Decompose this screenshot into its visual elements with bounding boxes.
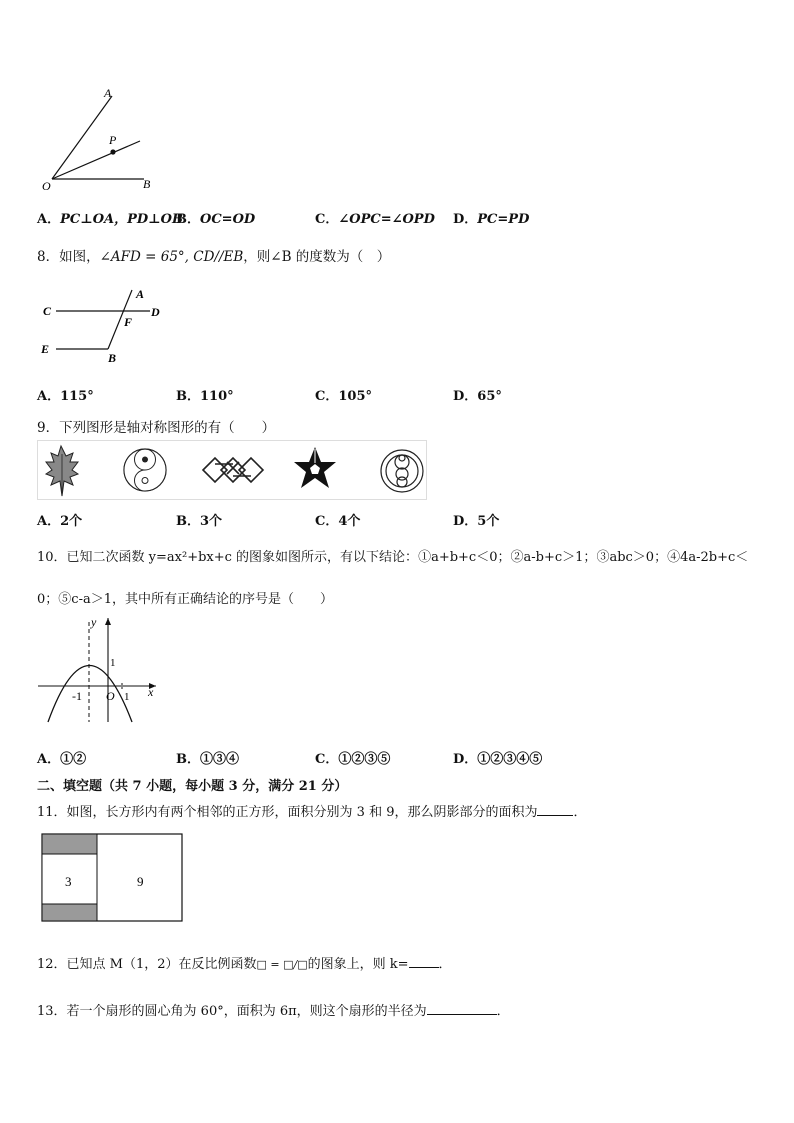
answer-blank	[537, 803, 573, 816]
answer-blank	[409, 955, 439, 968]
q7-option-a: A．PC⊥OA，PD⊥OB	[37, 212, 183, 227]
parabola-graph	[36, 614, 166, 726]
large-square-label: 9	[137, 874, 144, 889]
q12-stem: 12．已知点 M（1，2）在反比例函数□ = □/□的图象上，则 k= ．	[37, 957, 452, 972]
q8-stem: 8．如图，∠AFD = 65°, CD//EB，则∠B 的度数为（ ）	[37, 249, 391, 265]
q10-stem-line2: 0；⑤c-a＞1，其中所有正确结论的序号是（ ）	[37, 592, 333, 607]
pentagon-star-icon	[294, 447, 336, 488]
angle-figure	[36, 84, 166, 194]
label-B: B	[108, 351, 117, 365]
axis-y-label: y	[91, 615, 97, 629]
neg-one-label: -1	[72, 689, 82, 703]
label-D: D	[151, 305, 160, 319]
axis-x-label: x	[148, 685, 154, 699]
nested-circles-icon	[381, 450, 423, 492]
q10-option-c: C．①②③⑤	[315, 752, 391, 767]
q7-option-b: B．OC=OD	[176, 212, 256, 227]
q8-option-b: B．110°	[176, 389, 234, 404]
y-intercept-label: 1	[110, 657, 116, 669]
q8-option-d: D．65°	[453, 389, 502, 404]
q7-option-d: D．PC=PD	[453, 212, 530, 227]
q11-stem: 11．如图，长方形内有两个相邻的正方形，面积分别为 3 和 9，那么阴影部分的面积为 ．	[37, 805, 587, 820]
label-A: A	[136, 287, 145, 301]
small-square-label: 3	[65, 874, 72, 889]
x-one-label: 1	[124, 691, 130, 703]
parallel-lines-figure	[38, 284, 168, 366]
q13-stem: 13．若一个扇形的圆心角为 60°，面积为 6π，则这个扇形的半径为 ．	[37, 1004, 510, 1019]
q9-option-a: A．2个	[37, 514, 83, 529]
label-E: E	[41, 342, 50, 356]
yin-yang-icon	[124, 449, 166, 491]
maple-leaf-icon	[46, 446, 78, 496]
symmetry-shapes-strip	[37, 440, 427, 500]
rectangle-squares-figure	[40, 832, 185, 924]
label-O: O	[42, 179, 51, 193]
diamond-knot-icon	[203, 458, 263, 482]
label-P: P	[109, 133, 117, 147]
label-C: C	[43, 304, 52, 318]
label-B: B	[143, 177, 151, 191]
section-heading: 二、填空题（共 7 小题，每小题 3 分，满分 21 分）	[37, 779, 348, 794]
q10-stem-line1: 10．已知二次函数 y=ax²+bx+c 的图象如图所示，有以下结论：①a+b+c＜0；②a-b+c＞1；③abc＞0；④4a-2b+c＜	[37, 550, 749, 565]
label-A: A	[104, 86, 112, 100]
q9-option-d: D．5个	[453, 514, 500, 529]
q8-option-c: C．105°	[315, 389, 372, 404]
q10-option-d: D．①②③④⑤	[453, 752, 543, 767]
q10-option-a: A．①②	[37, 752, 87, 767]
origin-label: O	[106, 689, 115, 703]
q10-option-b: B．①③④	[176, 752, 240, 767]
q7-option-c: C．∠OPC=∠OPD	[315, 212, 435, 227]
q9-option-c: C．4个	[315, 514, 361, 529]
label-F: F	[124, 315, 133, 329]
q9-option-b: B．3个	[176, 514, 223, 529]
q8-option-a: A．115°	[37, 389, 94, 404]
answer-blank	[427, 1002, 497, 1015]
q9-stem: 9．下列图形是轴对称图形的有（ ）	[37, 420, 276, 436]
